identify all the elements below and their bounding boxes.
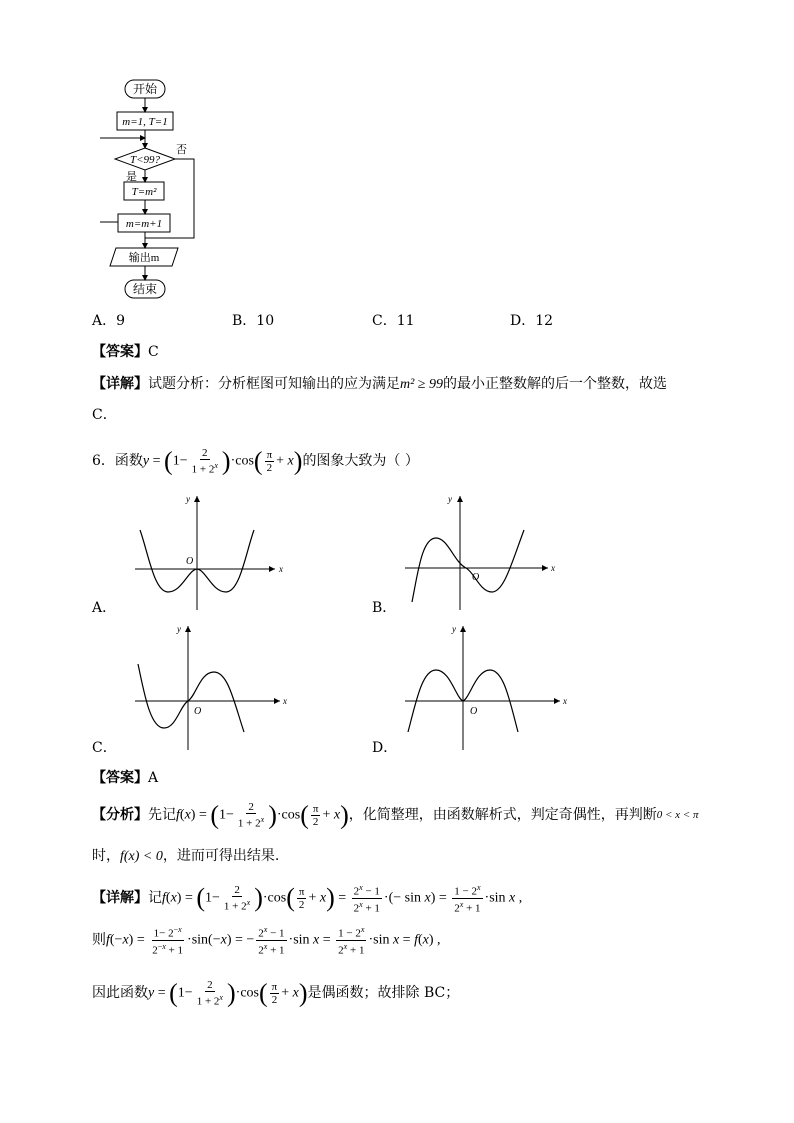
graph-a-origin: O (186, 556, 194, 567)
detail-line2-prefix: 则 (92, 932, 106, 948)
graph-c-x-label: x (283, 696, 287, 706)
detail-formula-3: y = (1− $\frac{2}{1 + 2^x}$ )·cos( $\frac{\pi}{2}$ + x) (148, 978, 308, 1008)
q5-choice-d: D．12 (510, 313, 554, 329)
flow-assign-label: T=m² (131, 186, 157, 198)
analysis-text-f: ，进而可得出结果. (162, 848, 280, 864)
flowchart (100, 76, 210, 304)
q6-stem-suffix: 的图象大致为（ ） (302, 453, 419, 469)
detail-tag: 【详解】 (92, 890, 148, 906)
graph-a (130, 492, 290, 612)
q5-choice-a: A．9 (92, 313, 126, 329)
detail-tag: 【详解】 (92, 376, 148, 392)
q6-answer (92, 768, 158, 788)
q5-detail (92, 374, 667, 395)
detail-math: m² ≥ 99 (400, 377, 443, 392)
analysis-formula: f(x) = (1− $\frac{2}{1 + 2^x}$ )·cos( $\frac{\pi}{2}$ + x) (176, 800, 349, 830)
flow-no-label: 否 (176, 144, 187, 156)
flow-end-label: 结束 (132, 282, 158, 296)
graph-a-label: A． (92, 600, 117, 616)
detail-text-b: 的最小正整数解的后一个整数，故选 (443, 376, 667, 392)
analysis-tag: 【分析】 (92, 807, 148, 823)
flow-output-label: 输出m (128, 252, 160, 264)
analysis-text-b: ，化简整理，由函数解析式，判定奇偶性，再判断 (348, 807, 657, 823)
graph-a-y-label: y (186, 494, 190, 504)
detail-formula-2: f(−x) = $\frac{1- 2^{-x}}{2^{-x} + 1}$ ·sin(−x) = − $\frac{2^x - 1}{2^x + 1}$ ·sin x = $\frac{1 - 2^x}{2^x + 1}$ ·sin x = f(x) , (106, 924, 441, 957)
q6-formula: y = (1− $\frac{2}{1 + 2^x}$ )·cos( $\frac{\pi}{2}$ + x) (142, 446, 303, 476)
q5-answer (92, 342, 159, 362)
graph-c-origin: O (194, 706, 202, 717)
q6-detail-line3 (92, 975, 459, 1011)
flow-init-label: m=1, T=1 (122, 116, 168, 128)
analysis-range: 0 < x < π (656, 809, 699, 821)
q5-choice-c: C．11 (372, 313, 415, 329)
q5-detail-end: C． (92, 407, 117, 423)
analysis-ineq: f(x) < 0 (120, 849, 163, 864)
detail-formula-1: f(x) = (1− $\frac{2}{1 + 2^x}$ )·cos( $\frac{\pi}{2}$ + x) = $\frac{2^x - 1}{2^x + 1}$ ·(− sin x) = $\frac{1 - 2^x}{2^x + 1}$ ·sin x , (162, 882, 523, 915)
answer-tag: 【答案】 (92, 344, 148, 360)
q6-number: 6． (92, 453, 115, 469)
graph-c (130, 622, 290, 752)
graph-b-origin: O (472, 572, 480, 583)
flow-start-label: 开始 (132, 82, 158, 96)
q5-choice-b: B．10 (232, 313, 275, 329)
graph-d-y-label: y (452, 624, 456, 634)
graph-d-label: D． (372, 740, 398, 756)
analysis-text-d: 时， (92, 848, 120, 864)
answer-tag: 【答案】 (92, 770, 148, 786)
graph-b (400, 492, 560, 612)
detail-text-a: 记 (148, 890, 162, 906)
graph-c-y-label: y (177, 624, 181, 634)
graph-d-origin: O (470, 706, 478, 717)
answer-value: A (148, 770, 159, 786)
q6-stem-prefix: 函数 (114, 453, 143, 469)
flow-inc-label: m=m+1 (125, 218, 163, 230)
detail-line3-suffix: 是偶函数；故排除 BC； (307, 985, 460, 1001)
q6-analysis (92, 797, 698, 833)
q6-analysis-cont (92, 846, 279, 867)
q6-detail-line2 (92, 922, 441, 958)
q6-detail-line1 (92, 880, 522, 916)
graph-d (400, 622, 570, 752)
detail-line3-prefix: 因此函数 (92, 985, 148, 1001)
graph-c-label: C． (92, 740, 117, 756)
graph-b-y-label: y (448, 494, 452, 504)
answer-value: C (148, 344, 159, 360)
q6-stem (92, 443, 419, 479)
flow-condition-label: T<99? (129, 154, 161, 166)
graph-b-curve (412, 530, 524, 602)
graph-d-x-label: x (563, 696, 567, 706)
analysis-text-a: 先记 (148, 807, 176, 823)
graph-a-x-label: x (279, 564, 283, 574)
detail-text: 试题分析：分析框图可知输出的应为满足 (148, 376, 400, 392)
graph-b-label: B． (372, 600, 397, 616)
flow-yes-label: 是 (126, 171, 137, 183)
graph-b-x-label: x (551, 563, 555, 573)
graph-c-curve (138, 664, 244, 732)
